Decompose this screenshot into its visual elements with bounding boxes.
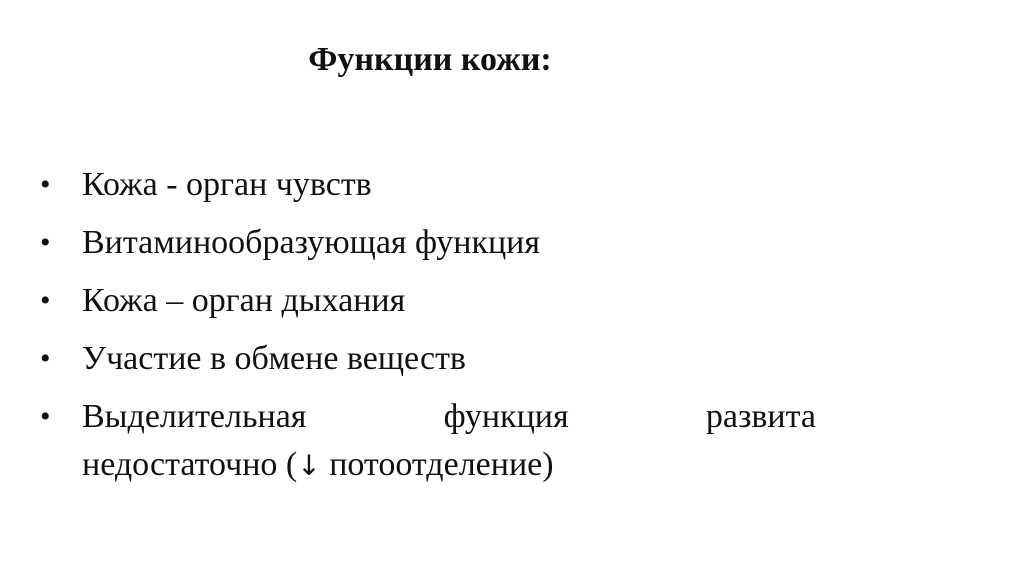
- bullet-list: [40, 156, 816, 490]
- list-item: [40, 156, 816, 214]
- list-item: [40, 388, 816, 490]
- list-item-text: [82, 388, 816, 490]
- list-item-text: Участие в обмене веществ: [82, 340, 466, 377]
- list-item-line-2: [82, 446, 554, 483]
- word: функция: [443, 398, 569, 435]
- list-item: [40, 330, 816, 388]
- bullet-icon: •: [40, 226, 51, 259]
- word: Выделительная: [82, 398, 307, 435]
- list-item: [40, 272, 816, 330]
- arrow-down-icon: ↓: [297, 449, 321, 482]
- line2-after: потоотделение): [320, 446, 554, 483]
- bullet-icon: •: [40, 284, 51, 317]
- bullet-icon: •: [40, 400, 51, 433]
- list-item-text: Кожа – орган дыхания: [82, 282, 406, 319]
- word: развита: [705, 398, 816, 435]
- slide-title: Функции кожи:: [308, 41, 552, 78]
- bullet-icon: •: [40, 342, 51, 375]
- line2-before: недостаточно (: [82, 446, 298, 483]
- list-item-text: Кожа - орган чувств: [82, 166, 372, 203]
- bullet-icon: •: [40, 168, 51, 201]
- list-item: [40, 214, 816, 272]
- list-item-line-1: [82, 393, 816, 441]
- list-item-text: Витаминообразующая функция: [82, 224, 540, 261]
